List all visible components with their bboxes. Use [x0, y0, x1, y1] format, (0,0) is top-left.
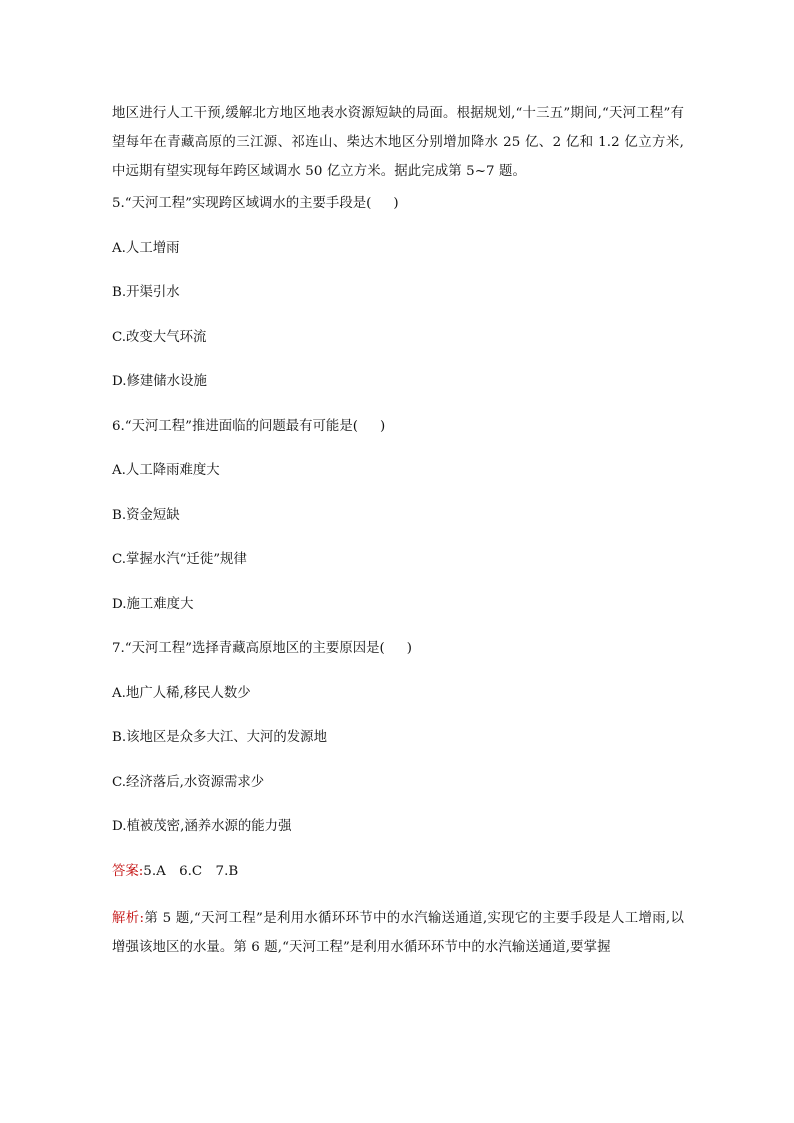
question-stem-text: 5.“天河工程”实现跨区域调水的主要手段是( — [112, 196, 372, 211]
question-bracket-close: ) — [379, 418, 386, 434]
question-stem-text: 6.“天河工程”推进面临的问题最有可能是( — [112, 418, 358, 434]
answer-line — [112, 862, 684, 904]
document-page — [112, 99, 684, 962]
option-a: A.地广人稀,移民人数少 — [112, 685, 251, 701]
question-stem — [112, 417, 684, 462]
analysis-label: 解析: — [112, 910, 145, 926]
answer-label: 答案: — [112, 863, 144, 879]
option-a: A.人工降雨难度大 — [112, 463, 220, 478]
question-stem-text: 7.“天河工程”选择青藏高原地区的主要原因是( — [112, 641, 385, 656]
option-d: D.施工难度大 — [112, 596, 194, 612]
option-c: C.经济落后,水资源需求少 — [112, 774, 265, 790]
option-d: D.植被茂密,涵养水源的能力强 — [112, 819, 292, 834]
question-bracket-close: ) — [393, 196, 399, 211]
question-6 — [112, 417, 684, 640]
question-7 — [112, 639, 684, 862]
option-a: A.人工增雨 — [112, 240, 180, 256]
question-5 — [112, 194, 684, 417]
answer-text: 5.A 6.C 7.B — [143, 863, 239, 879]
option-c: C.改变大气环流 — [112, 329, 207, 345]
option-d: D.修建储水设施 — [112, 374, 207, 389]
analysis-text: 第 5 题,“天河工程”是利用水循环环节中的水汽输送通道,实现它的主要手段是人工增雨,以增强该地区的水量。第 6 题,“天河工程”是利用水循环环节中的水汽输送通道,要掌握 — [112, 910, 685, 955]
option-b: B.开渠引水 — [112, 285, 180, 300]
analysis-paragraph — [112, 904, 684, 962]
intro-paragraph: 地区进行人工干预,缓解北方地区地表水资源短缺的局面。根据规划,“十三五”期间,“天河工程”有望每年在青藏高原的三江源、祁连山、柴达木地区分别增加降水 25 亿、2 亿和 1.2 亿立方米,中远期有望实现每年跨区域调水 50 亿立方米。据此完成第 5~7 题。 — [112, 106, 684, 179]
question-bracket-close: ) — [406, 641, 412, 656]
option-b: B.该地区是众多大江、大河的发源地 — [112, 730, 327, 745]
option-c: C.掌握水汽“迁徙”规律 — [112, 552, 247, 567]
option-b: B.资金短缺 — [112, 507, 180, 523]
question-stem — [112, 639, 684, 684]
question-stem — [112, 194, 684, 239]
